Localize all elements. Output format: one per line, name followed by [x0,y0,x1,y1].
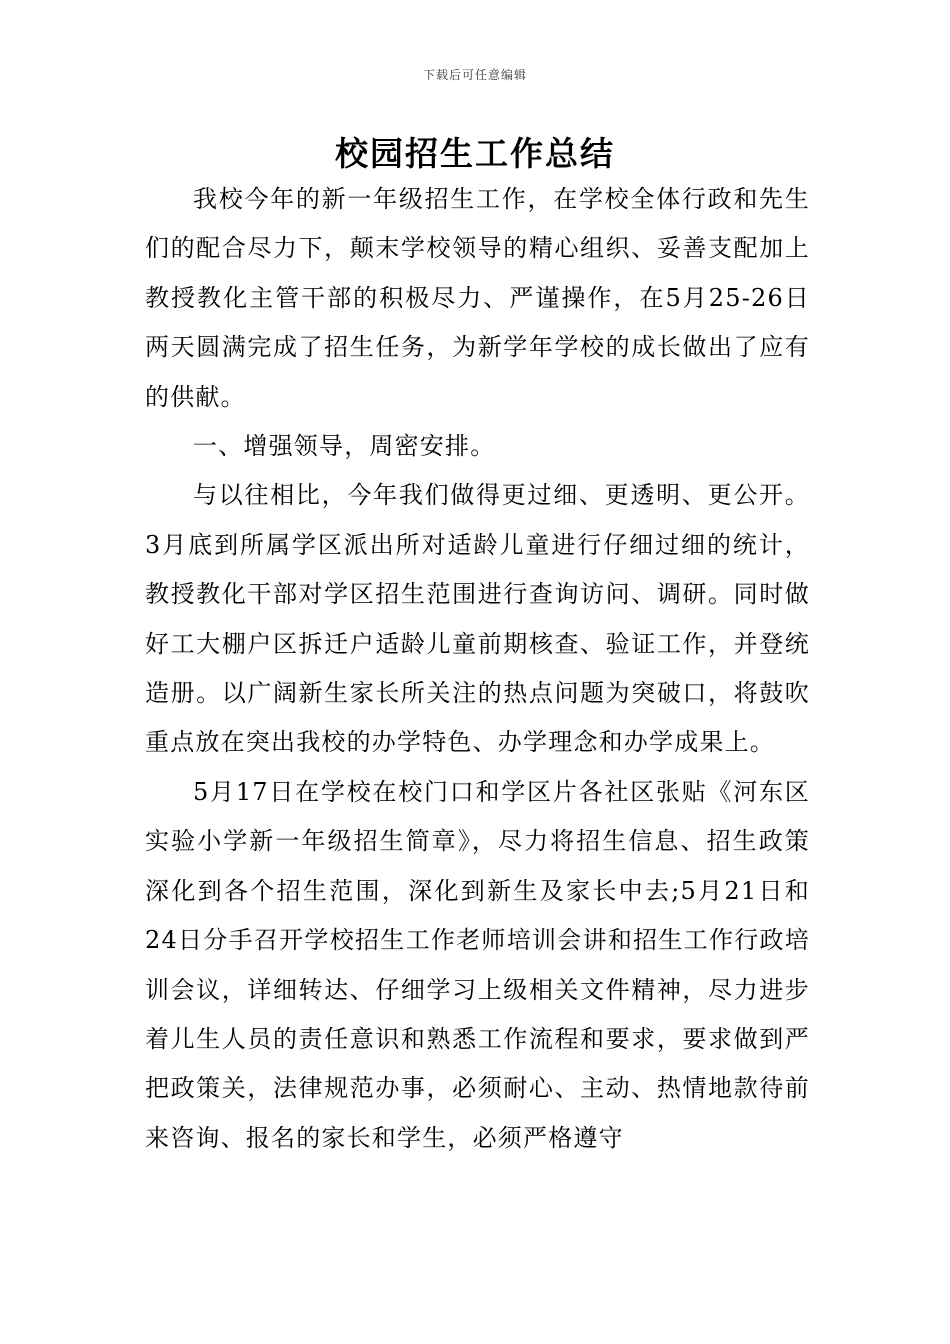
document-title: 校园招生工作总结 [335,134,615,173]
paragraph-intro: 我校今年的新一年级招生工作，在学校全体行政和先生们的配合尽力下，颠末学校领导的精心组织、妥善支配加上教授教化主管干部的积极尽力、严谨操作，在5月25-26日两天圆满完成了招生任务，为新学年学校的成长做出了应有的供献。 [145,185,810,411]
section-heading-1: 一、增强领导，周密安排。 [193,432,496,461]
paragraph-compare: 与以往相比，今年我们做得更过细、更透明、更公开。3月底到所属学区派出所对适龄儿童进行仔细过细的统计，教授教化干部对学区招生范围进行查询访问、调研。同时做好工大棚户区拆迁户适龄儿童前期核查、验证工作，并登统造册。以广阔新生家长所关注的热点问题为突破口，将鼓吹重点放在突出我校的办学特色、办学理念和办学成果上。 [145,481,810,757]
download-note: 下载后可任意编辑 [422,68,527,82]
document-body [145,175,810,1163]
paragraph-may17: 5月17日在学校在校门口和学区片各社区张贴《河东区实验小学新一年级招生简章》，尽力将招生信息、招生政策深化到各个招生范围，深化到新生及家长中去;5月21日和24日分手召开学校招生工作老师培训会讲和招生工作行政培训会议，详细转达、仔细学习上级相关文件精神，尽力进步着儿生人员的责任意识和熟悉工作流程和要求，要求做到严把政策关，法律规范办事，必须耐心、主动、热情地款待前来咨询、报名的家长和学生，必须严格遵守 [145,777,810,1152]
